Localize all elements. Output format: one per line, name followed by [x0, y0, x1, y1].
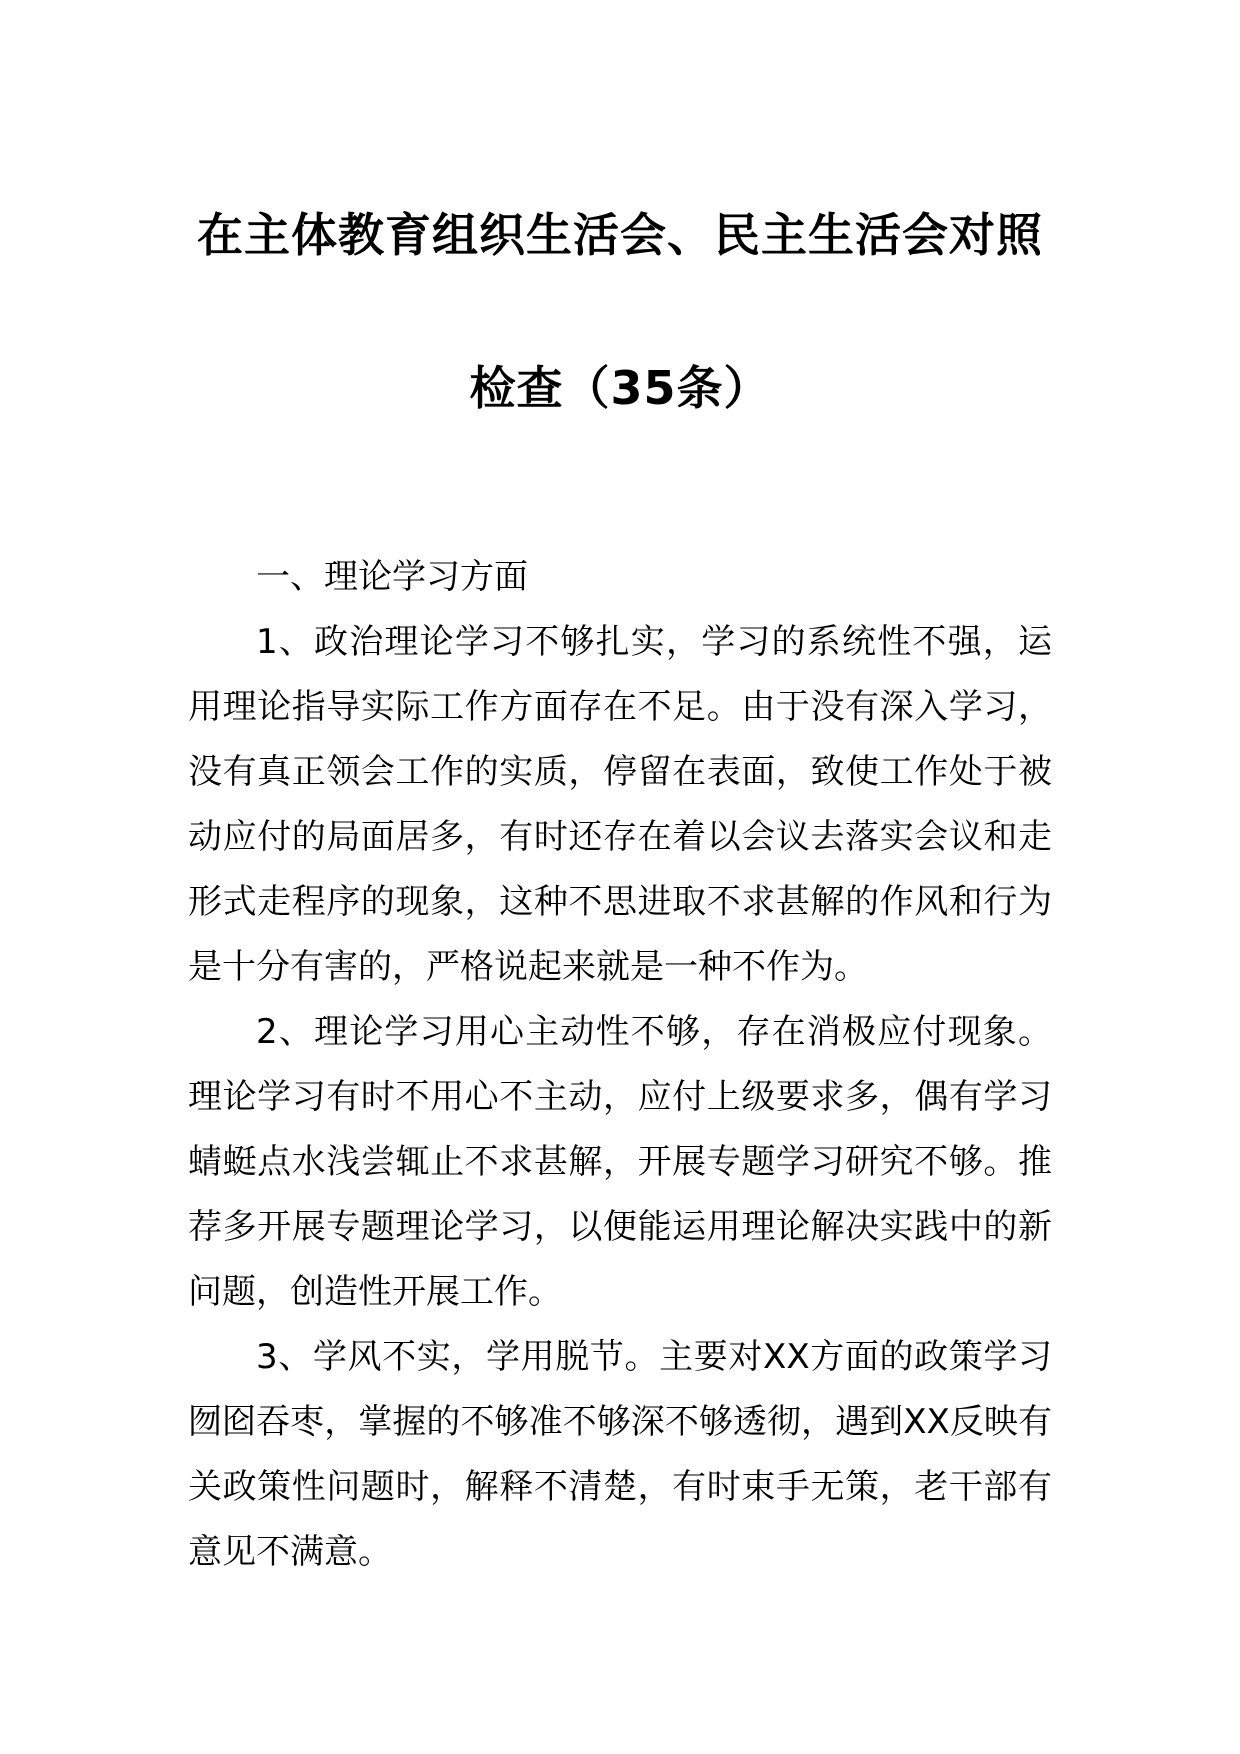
paragraph-3: 3、学风不实，学用脱节。主要对XX方面的政策学习囫囵吞枣，掌握的不够准不够深不够透彻，遇到XX反映有关政策性问题时，解释不清楚，有时束手无策，老干部有意见不满意。: [188, 1337, 1052, 1572]
document-title-line-1: 在主体教育组织生活会、民主生活会对照: [197, 208, 1043, 262]
section-heading: 一、理论学习方面: [256, 557, 528, 597]
paragraph-1: 1、政治理论学习不够扎实，学习的系统性不强，运用理论指导实际工作方面存在不足。由于没有深入学习，没有真正领会工作的实质，停留在表面，致使工作处于被动应付的局面居多，有时还存在着以会议去落实会议和走形式走程序的现象，这种不思进取不求甚解的作风和行为是十分有害的，严格说起来就是一种不作为。: [188, 622, 1052, 987]
document-title-line-2: 检查（35条）: [469, 361, 771, 415]
paragraph-2: 2、理论学习用心主动性不够，存在消极应付现象。理论学习有时不用心不主动，应付上级要求多，偶有学习蜻蜓点水浅尝辄止不求甚解，开展专题学习研究不够。推荐多开展专题理论学习，以便能运用理论解决实践中的新问题，创造性开展工作。: [188, 1012, 1052, 1312]
document-body: [188, 545, 1052, 1585]
